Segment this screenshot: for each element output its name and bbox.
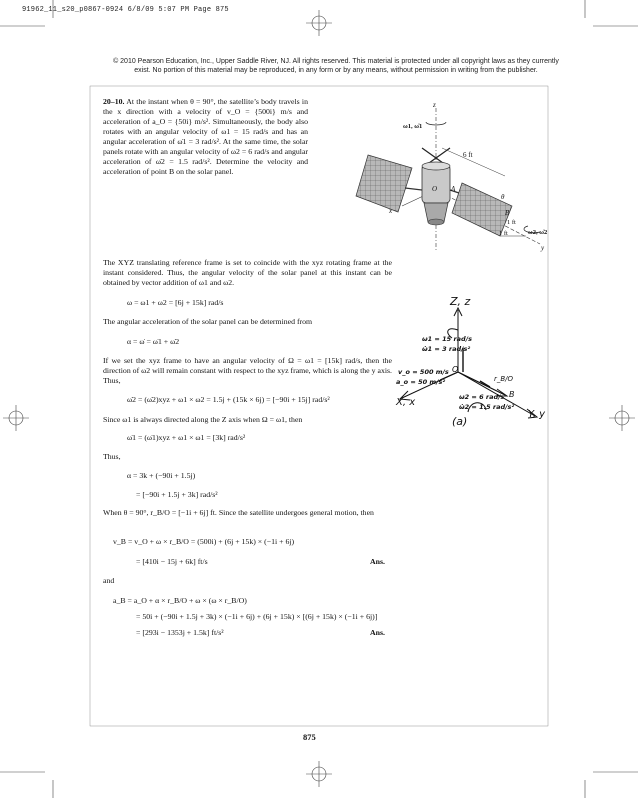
copyright-line-1: © 2010 Pearson Education, Inc., Upper Saddle River, NJ. All rights reserved. This material is protected under all copyright laws as they currently	[113, 58, 559, 65]
solution-paragraph-2: The angular acceleration of the solar panel can be determined from	[103, 317, 313, 326]
fig1-O-label: O	[432, 185, 438, 193]
solution-paragraph-7: and	[103, 576, 115, 585]
fig2-Zz-label: Z, z	[450, 295, 471, 308]
fig2-ao-label: a_o = 50 m/s²	[396, 378, 446, 386]
fig2-O-label: O	[452, 365, 459, 374]
equation-vB-result: = [410i − 15j + 6k] ft/s	[136, 557, 208, 566]
fig1-y-label: y	[541, 244, 545, 252]
page-number: 875	[303, 732, 316, 742]
fig1-omega2-label: ω2, ω̇2	[528, 229, 548, 236]
solution-paragraph-6: When θ = 90°, r_B/O = [−1i + 6j] ft. Since the satellite undergoes general motion, then	[103, 508, 374, 517]
fig2-rBO-label: r_B/O	[494, 375, 514, 383]
fig2-omega1-dot-label: ω̇1 = 3 rad/s²	[422, 345, 471, 353]
copyright-line-2: exist. No portion of this material may be reproduced, in any form or by any means, without permission in writing from the publisher.	[134, 67, 538, 74]
fig2-omega2-dot-label: ω̇2 = 1.5 rad/s²	[459, 403, 515, 411]
answer-marker-velocity: Ans.	[370, 557, 385, 566]
equation-alpha-sum: α = 3k + (−90i + 1.5j)	[127, 471, 196, 480]
fig1-six-ft-label: 6 ft	[463, 151, 473, 159]
answer-marker-acceleration: Ans.	[370, 628, 385, 637]
fig1-one-ft-label-a: 1 ft	[507, 219, 516, 226]
fig2-caption: (a)	[452, 415, 468, 428]
fig2-vo-label: v_o = 500 m/s	[398, 368, 449, 376]
problem-text: At the instant when θ = 90°, the satellite’s body travels in the x direction with a velocity of v_O = {500i} m/s and acceleration of a_O = {50i} m/s². Simultaneously, the body also rotates with an angular velocity of ω1 = 15 rad/s and has an angular acceleration of ω̇1 = 3 rad/s². At the same time, the solar panels rotate with an angular velocity of ω2 = 6 rad/s and angular acceleration of ω̇2 = 1.5 rad/s². Determine the velocity and acceleration of point B on the solar panel.	[103, 97, 308, 176]
equation-aB-result: = [293i − 1353j + 1.5k] ft/s²	[136, 628, 224, 637]
fig2-Yy-label: Y, y	[528, 409, 546, 420]
fig2-B-label: B	[509, 390, 515, 399]
fig1-B-label: B	[505, 209, 510, 217]
equation-alpha-def: α = ω̇ = ω̇1 + ω̇2	[127, 337, 180, 346]
print-slug: 91962_11_s20_p0867-0924 6/8/09 5:07 PM Page 875	[22, 6, 229, 14]
fig1-A-label: A	[451, 185, 456, 193]
equation-alpha-result: = [−90i + 1.5j + 3k] rad/s²	[136, 490, 218, 499]
equation-aB-expansion: = 50i + (−90i + 1.5j + 3k) × (−1i + 6j) + (6j + 15k) × [(6j + 15k) × (−1i + 6j)]	[136, 612, 378, 621]
equation-vB: v_B = v_O + ω × r_B/O = (500i) + (6j + 15k) × (−1i + 6j)	[113, 537, 295, 546]
fig1-theta-label: θ	[501, 193, 505, 201]
fig1-z-label: z	[433, 101, 436, 109]
equation-omega1-dot: ω̇1 = (ω̇1)xyz + ω1 × ω1 = [3k] rad/s²	[127, 433, 246, 442]
solution-paragraph-3: If we set the xyz frame to have an angular velocity of Ω = ω1 = [15k] rad/s, then the direction of ω2 will remain constant with respect to the xyz frame, which is along the y axis. Thus,	[103, 356, 392, 385]
solution-paragraph-4: Since ω1 is always directed along the Z axis when Ω = ω1, then	[103, 415, 303, 424]
equation-omega: ω = ω1 + ω2 = [6j + 15k] rad/s	[127, 298, 224, 307]
equation-omega2-dot: ω̇2 = (ω̇2)xyz + ω1 × ω2 = 1.5j + (15k × 6j) = [−90i + 15j] rad/s²	[127, 395, 330, 404]
fig1-one-ft-label-b: 1 ft	[499, 230, 508, 237]
fig1-x-label: x	[389, 207, 393, 215]
equation-aB: a_B = a_O + α × r_B/O + ω × (ω × r_B/O)	[113, 596, 247, 605]
fig2-omega2-label: ω2 = 6 rad/s	[459, 393, 505, 401]
problem-number: 20–10.	[103, 97, 125, 106]
fig2-omega1-label: ω1 = 15 rad/s	[422, 335, 472, 343]
fig2-Xx-label: X, x	[396, 397, 416, 408]
solution-paragraph-1: The XYZ translating reference frame is set to coincide with the xyz rotating frame at the instant considered. Thus, the angular velocity of the solar panel at this instant can be obtained by vector addition of ω1 and ω2.	[103, 258, 392, 287]
fig1-omega1-label: ω1, ω̇1	[403, 123, 423, 130]
solution-paragraph-5: Thus,	[103, 452, 121, 461]
